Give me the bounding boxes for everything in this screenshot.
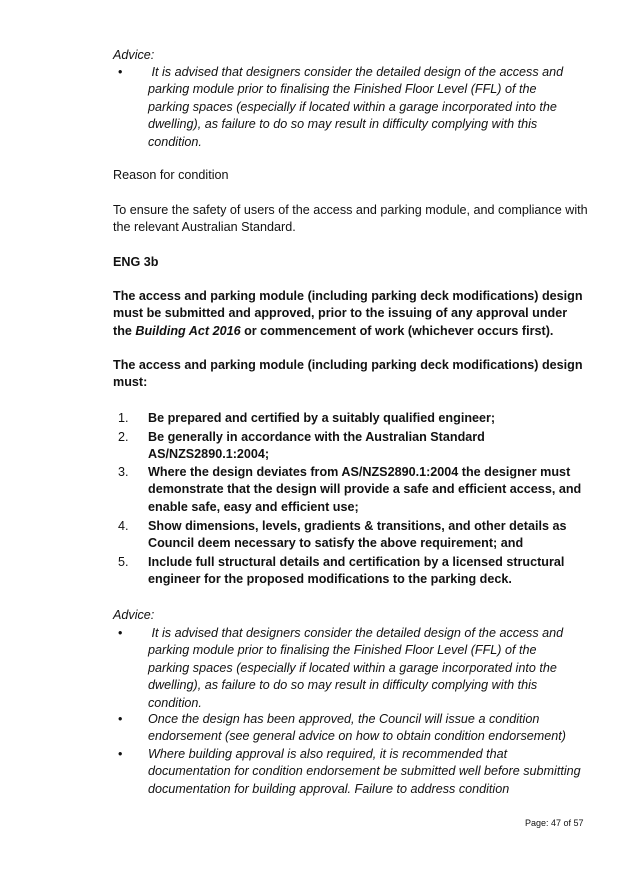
- text-line: It is advised that designers consider the detailed design of the access and: [148, 65, 564, 79]
- item-number: 5.: [118, 555, 129, 569]
- act-name: Building Act 2016: [135, 323, 241, 338]
- item-text: [148, 518, 588, 553]
- text-line: condition.: [148, 134, 202, 149]
- text-line: Where the design deviates from AS/NZS2890.1:2004 the designer must: [148, 465, 571, 479]
- text-line: parking spaces (especially if located within a garage incorporated into the: [148, 99, 557, 114]
- item-text: [148, 410, 588, 427]
- text-line: Council deem necessary to satisfy the above requirement; and: [148, 536, 524, 551]
- text-line: The access and parking module (including parking deck modifications) design: [113, 289, 583, 303]
- text-line: Be generally in accordance with the Australian Standard: [148, 430, 485, 444]
- text-line: AS/NZS2890.1:2004;: [148, 447, 270, 462]
- text-line: Once the design has been approved, the Council will issue a condition: [148, 712, 540, 726]
- bullet-marker: •: [118, 747, 123, 761]
- text-line: must:: [113, 375, 148, 390]
- text-line: must be submitted and approved, prior to the issuing of any approval under: [113, 306, 568, 321]
- text-line: The access and parking module (including parking deck modifications) design: [113, 358, 583, 372]
- text-fragment: the: [113, 323, 136, 338]
- bullet-marker: •: [118, 626, 123, 640]
- advice-bullet-text: [148, 746, 588, 798]
- text-line: engineer for the proposed modifications to the parking deck.: [148, 572, 512, 587]
- text-line: documentation for condition endorsement be submitted well before submitting: [148, 764, 581, 779]
- condition-code: ENG 3b: [113, 255, 159, 269]
- text-line: the relevant Australian Standard.: [113, 220, 296, 235]
- page-number: Page: 47 of 57: [525, 818, 584, 828]
- advice-bullet: [113, 64, 583, 152]
- advice-label: Advice:: [113, 48, 155, 62]
- text-fragment: or commencement of work (whichever occurs first).: [240, 323, 554, 338]
- text-line: documentation for building approval. Failure to address condition: [148, 781, 510, 796]
- item-number: 2.: [118, 430, 129, 444]
- text-line: Where building approval is also required, it is recommended that: [148, 747, 508, 761]
- item-text: [148, 554, 588, 589]
- condition-paragraph-1: [113, 288, 593, 340]
- item-number: 4.: [118, 519, 129, 533]
- bullet-marker: •: [118, 65, 123, 79]
- text-line: endorsement (see general advice on how to obtain condition endorsement): [148, 729, 566, 744]
- item-text: [148, 429, 588, 464]
- text-line: enable safe, easy and efficient use;: [148, 499, 359, 514]
- reason-heading: Reason for condition: [113, 168, 229, 182]
- condition-paragraph-2: [113, 357, 593, 392]
- text-line: Be prepared and certified by a suitably qualified engineer;: [148, 411, 496, 425]
- advice-bullet-text: [148, 625, 588, 712]
- text-line: parking module prior to finalising the Finished Floor Level (FFL) of the: [148, 643, 537, 658]
- bullet-marker: •: [118, 712, 123, 726]
- item-number: 1.: [118, 411, 129, 425]
- text-line: To ensure the safety of users of the access and parking module, and compliance with: [113, 203, 588, 217]
- text-line: dwelling), as failure to do so may result in difficulty complying with this: [148, 117, 538, 132]
- item-text: [148, 464, 588, 516]
- text-line: dwelling), as failure to do so may result in difficulty complying with this: [148, 678, 538, 693]
- text-line: parking spaces (especially if located within a garage incorporated into the: [148, 660, 557, 675]
- reason-paragraph: [113, 202, 593, 237]
- item-number: 3.: [118, 465, 129, 479]
- text-line: Include full structural details and certification by a licensed structural: [148, 555, 565, 569]
- text-line: demonstrate that the design will provide a safe and efficient access, and: [148, 482, 582, 497]
- text-line: [113, 323, 593, 340]
- advice-bullet-text: [148, 711, 588, 746]
- advice-label: Advice:: [113, 608, 155, 622]
- text-line: It is advised that designers consider the detailed design of the access and: [148, 626, 564, 640]
- text-line: condition.: [148, 695, 202, 710]
- text-line: parking module prior to finalising the Finished Floor Level (FFL) of the: [148, 82, 537, 97]
- text-line: Show dimensions, levels, gradients & transitions, and other details as: [148, 519, 567, 533]
- advice-bullet-text: [148, 64, 588, 151]
